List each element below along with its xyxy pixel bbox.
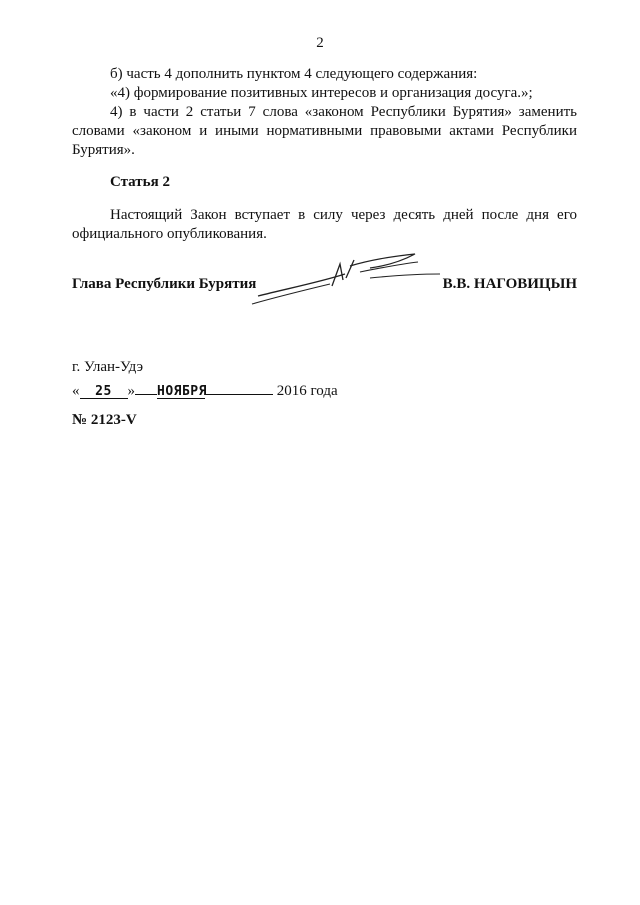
paragraph-amendment-4: 4) в части 2 статьи 7 слова «законом Республики Бурятия» заменить словами «законом и иными нормативными правовыми актами Республики Бурятия». (72, 104, 577, 158)
date-year: 2016 года (276, 383, 338, 399)
signatory-title: Глава Республики Бурятия (72, 276, 257, 292)
paragraph-amendment-quote: «4) формирование позитивных интересов и организация досуга.»; (110, 85, 533, 101)
page-number: 2 (316, 35, 324, 51)
date-month: НОЯБРЯ (157, 384, 207, 399)
date-month-pad-left (135, 378, 157, 395)
article-text: Настоящий Закон вступает в силу через десять дней после дня его официального опубликования. (72, 207, 577, 242)
paragraph-amendment-b: б) часть 4 дополнить пунктом 4 следующего содержания: (110, 66, 478, 82)
article-heading: Статья 2 (110, 174, 170, 190)
date-day-field (80, 382, 128, 399)
place-of-signing: г. Улан-Удэ (72, 359, 144, 375)
date-day: 25 (95, 384, 112, 399)
date-close-quote: » (127, 383, 135, 399)
signatory-name: В.В. НАГОВИЦЫН (442, 276, 577, 292)
article-block (72, 206, 577, 244)
amendments-block (72, 65, 577, 160)
date-month-field (157, 382, 205, 399)
signature-row (72, 276, 577, 296)
date-month-pad-right (205, 378, 273, 395)
date-open-quote: « (72, 383, 80, 399)
law-number: № 2123-V (72, 412, 137, 428)
date-line (72, 378, 338, 400)
